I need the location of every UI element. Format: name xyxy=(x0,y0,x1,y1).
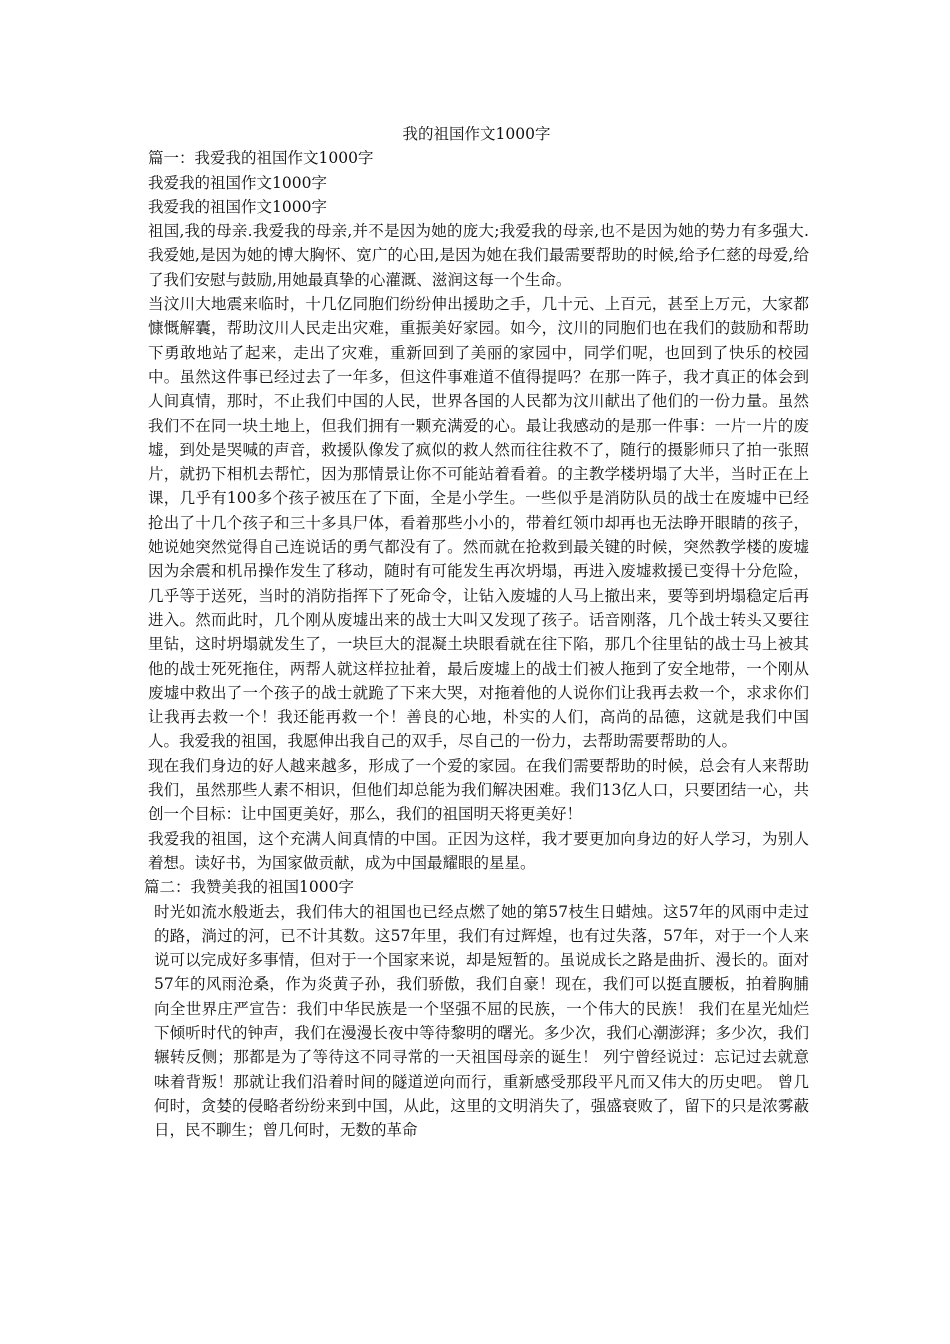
paragraph-5: 时光如流水般逝去，我们伟大的祖国也已经点燃了她的第57枝生日蜡烛。这57年的风雨中走过的路，淌过的河，已不计其数。这57年里，我们有过辉煌，也有过失落，57年，对于一个人来说可以完成好多事情，但对于一个国家来说，却是短暂的。虽说成长之路是曲折、漫长的。面对57年的风雨沧桑，作为炎黄子孙，我们骄傲，我们自豪！现在，我们可以挺直腰板，拍着胸脯向全世界庄严宣告：我们中华民族是一个坚强不屈的民族，一个伟大的民族！ 我们在星光灿烂下倾听时代的钟声，我们在漫漫长夜中等待黎明的曙光。多少次，我们心潮澎湃；多少次，我们辗转反侧；那都是为了等待这不同寻常的一天祖国母亲的诞生！ 列宁曾经说过：忘记过去就意味着背叛！那就让我们沿着时间的隧道逆向而行，重新感受那段平凡而又伟大的历史吧。 曾几何时，贪婪的侵略者纷纷来到中国，从此，这里的文明消失了，强盛衰败了，留下的只是浓雾蔽日，民不聊生；曾几何时，无数的革命 xyxy=(154,902,809,1140)
subheading-2: 我爱我的祖国作文1000字 xyxy=(148,197,327,216)
paragraph-3: 现在我们身边的好人越来越多，形成了一个爱的家园。在我们需要帮助的时候，总会有人来帮助我们，虽然那些人素不相识，但他们却总能为我们解决困难。我们13亿人口，只要团结一心，共创一个目标：让中国更美好，那么，我们的祖国明天将更美好！ xyxy=(148,756,809,824)
paragraph-4: 我爱我的祖国，这个充满人间真情的中国。正因为这样，我才要更加向身边的好人学习，为别人着想。读好书，为国家做贡献，成为中国最耀眼的星星。 xyxy=(148,829,809,872)
document-title: 我的祖国作文1000字 xyxy=(402,125,551,143)
paragraph-2: 当汶川大地震来临时，十几亿同胞们纷纷伸出援助之手，几十元、上百元，甚至上万元，大家都慷慨解囊，帮助汶川人民走出灾难，重振美好家园。如今，汶川的同胞们也在我们的鼓励和帮助下勇敢地站了起来，走出了灾难，重新回到了美丽的家园中，同学们呢，也回到了快乐的校园中。虽然这件事已经过去了一年多，但这件事难道不值得提吗？在那一阵子，我才真正的体会到人间真情，那时，不止我们中国的人民，世界各国的人民都为汶川献出了他们的一份力量。虽然我们不在同一块土地上，但我们拥有一颗充满爱的心。最让我感动的是那一件事：一片一片的废墟，到处是哭喊的声音，救援队像发了疯似的救人然而往往救不了，随行的摄影师只了拍一张照片，就扔下相机去帮忙，因为那情景让你不可能站着看着。的主教学楼坍塌了大半，当时正在上课，几乎有100多个孩子被压在了下面，全是小学生。一些似乎是消防队员的战士在废墟中已经抢出了十几个孩子和三十多具尸体，看着那些小小的，带着红领巾却再也无法睁开眼睛的孩子，她说她突然觉得自己连说话的勇气都没有了。然而就在抢救到最关键的时候，突然教学楼的废墟因为余震和机吊操作发生了移动，随时有可能发生再次坍塌，再进入废墟救援已变得十分危险，几乎等于送死，当时的消防指挥下了死命令，让钻入废墟的人马上撤出来，要等到坍塌稳定后再进入。然而此时，几个刚从废墟出来的战士大叫又发现了孩子。话音刚落，几个战士转头又要往里钻，这时坍塌就发生了，一块巨大的混凝土块眼看就在往下陷，那几个往里钻的战士马上被其他的战士死死拖住，两帮人就这样拉扯着，最后废墟上的战士们被人拖到了安全地带，一个刚从废墟中救出了一个孩子的战士就跪了下来大哭，对拖着他的人说你们让我再去救一个，求求你们让我再去救一个！我还能再救一个！善良的心地，朴实的人们，高尚的品德，这就是我们中国人。我爱我的祖国，我愿伸出我自己的双手，尽自己的一份力，去帮助需要帮助的人。 xyxy=(148,295,809,751)
section-heading-2: 篇二：我赞美我的祖国1000字 xyxy=(144,878,354,897)
paragraph-1: 祖国,我的母亲.我爱我的母亲,并不是因为她的庞大;我爱我的母亲,也不是因为她的势力有多强大.我爱她,是因为她的博大胸怀、宽广的心田,是因为她在我们最需要帮助的时候,给予仁慈的母爱,给了我们安慰与鼓励,用她最真挚的心灌溉、滋润这每一个生命。 xyxy=(148,222,809,289)
document-body xyxy=(144,122,809,1142)
subheading-1: 我爱我的祖国作文1000字 xyxy=(148,173,327,192)
section-heading-1: 篇一：我爱我的祖国作文1000字 xyxy=(148,149,374,168)
